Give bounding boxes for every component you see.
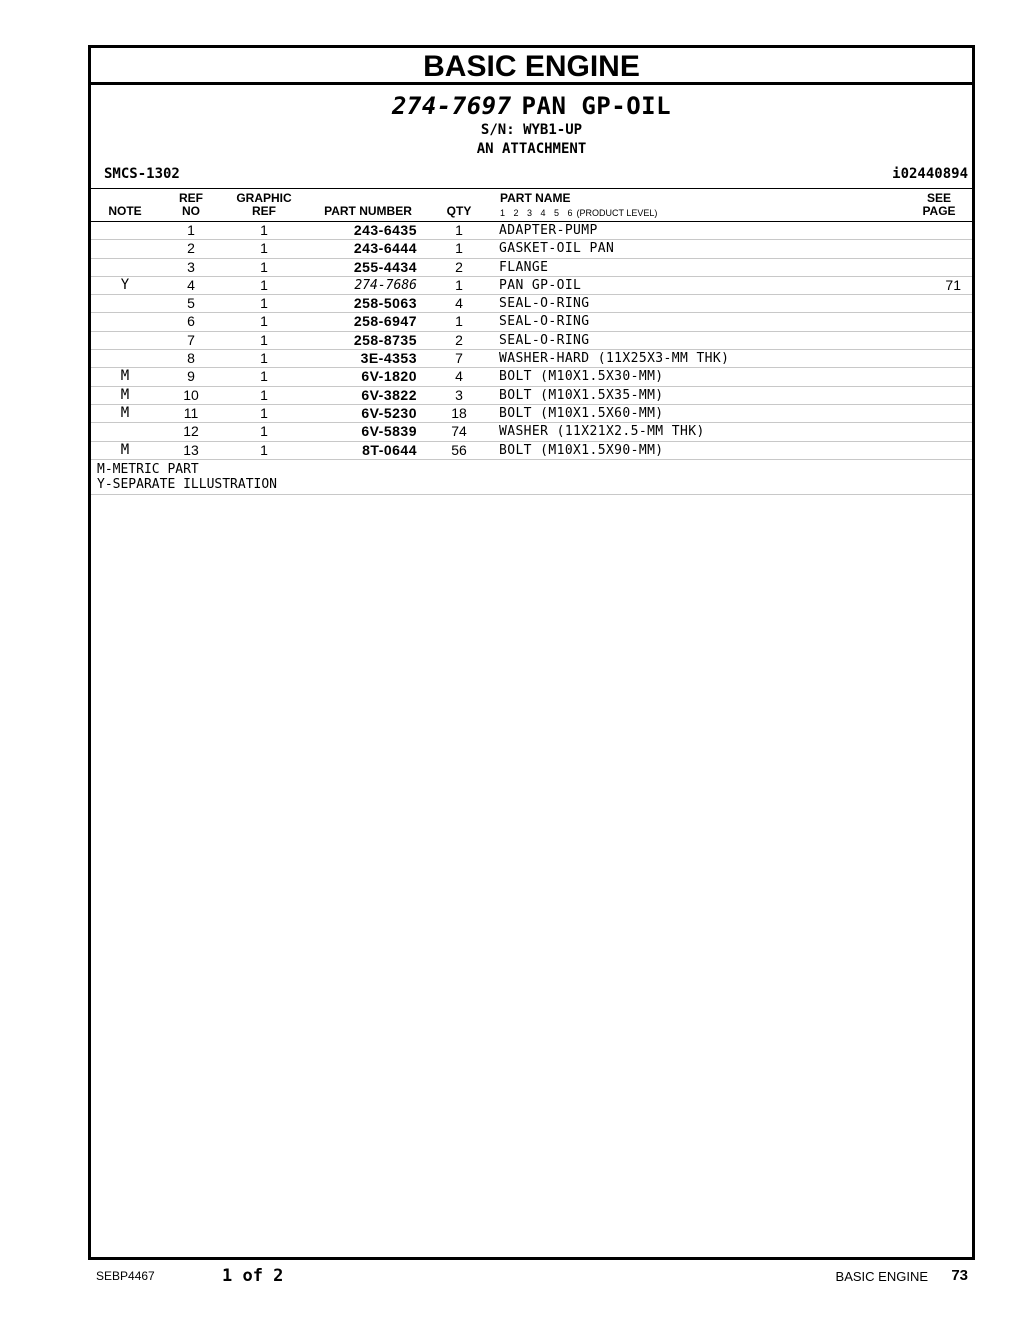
qty-cell: 56 bbox=[451, 441, 467, 458]
part-number-cell: 6V-5230 bbox=[361, 404, 417, 421]
ref-no-cell: 11 bbox=[183, 404, 199, 421]
part-number-cell: 255-4434 bbox=[353, 258, 417, 275]
qty-cell: 1 bbox=[455, 313, 463, 330]
ref-no-cell: 4 bbox=[187, 276, 195, 293]
qty-cell: 74 bbox=[451, 423, 467, 440]
part-number-cell: 243-6444 bbox=[353, 240, 417, 257]
graphic-ref-cell: 1 bbox=[260, 368, 268, 385]
footer-section: BASIC ENGINE bbox=[835, 1269, 928, 1284]
graphic-ref-cell: 1 bbox=[260, 404, 268, 421]
graphic-ref-cell: 1 bbox=[260, 386, 268, 403]
col-ref-top: REF bbox=[179, 191, 203, 205]
part-number-cell: 258-5063 bbox=[353, 295, 417, 312]
table-row bbox=[91, 313, 972, 331]
table-row bbox=[91, 387, 972, 405]
part-number-cell: 6V-1820 bbox=[361, 368, 417, 385]
col-part-number: PART NUMBER bbox=[324, 204, 412, 218]
footer-page-of: 1 of 2 bbox=[222, 1266, 284, 1286]
table-row bbox=[91, 259, 972, 277]
part-number-cell: 6V-5839 bbox=[361, 423, 417, 440]
smcs-row bbox=[91, 164, 972, 189]
col-ref-no bbox=[171, 192, 211, 218]
doc-id: i02440894 bbox=[892, 166, 968, 182]
col-see-top: SEE bbox=[926, 191, 951, 205]
notes-legend bbox=[91, 460, 972, 495]
parts-table-body bbox=[91, 222, 972, 460]
part-name-cell: SEAL-O-RING bbox=[499, 296, 590, 312]
footer-doc-number: SEBP4467 bbox=[96, 1269, 155, 1283]
graphic-ref-cell: 1 bbox=[260, 331, 268, 348]
page-footer bbox=[96, 1266, 968, 1286]
graphic-ref-cell: 1 bbox=[260, 423, 268, 440]
note-cell: M bbox=[120, 404, 130, 421]
part-name-cell: BOLT (M10X1.5X90-MM) bbox=[499, 442, 664, 458]
col-graphic-ref bbox=[231, 192, 297, 218]
see-page-cell: 71 bbox=[945, 276, 961, 293]
qty-cell: 7 bbox=[455, 350, 463, 367]
part-name-cell: BOLT (M10X1.5X60-MM) bbox=[499, 405, 664, 421]
part-number-cell: 258-6947 bbox=[353, 313, 417, 330]
part-number-cell: 243-6435 bbox=[353, 222, 417, 238]
col-ref-bottom: NO bbox=[182, 204, 200, 218]
ref-no-cell: 3 bbox=[187, 258, 195, 275]
table-row bbox=[91, 368, 972, 386]
note-cell: M bbox=[120, 441, 130, 458]
col-part-name: PART NAME bbox=[500, 191, 571, 205]
part-name-cell: GASKET-OIL PAN bbox=[499, 241, 615, 257]
qty-cell: 2 bbox=[455, 331, 463, 348]
ref-no-cell: 9 bbox=[187, 368, 195, 385]
note-metric: M-METRIC PART bbox=[97, 461, 199, 477]
group-name: PAN GP-OIL bbox=[521, 92, 672, 120]
ref-no-cell: 10 bbox=[183, 386, 199, 403]
note-cell: M bbox=[120, 386, 130, 403]
part-name-cell: WASHER-HARD (11X25X3-MM THK) bbox=[499, 351, 730, 367]
table-row bbox=[91, 332, 972, 350]
col-see-bottom: PAGE bbox=[922, 204, 956, 218]
ref-no-cell: 13 bbox=[183, 441, 199, 458]
qty-cell: 1 bbox=[455, 240, 463, 257]
qty-cell: 1 bbox=[455, 276, 463, 293]
smcs-code: SMCS-1302 bbox=[104, 166, 180, 182]
graphic-ref-cell: 1 bbox=[260, 276, 268, 293]
table-row bbox=[91, 222, 972, 240]
qty-cell: 18 bbox=[451, 404, 467, 421]
part-number-cell: 6V-3822 bbox=[361, 386, 417, 403]
part-number-cell: 8T-0644 bbox=[362, 441, 417, 458]
col-graphic-bottom: REF bbox=[252, 204, 276, 218]
section-title: BASIC ENGINE bbox=[91, 48, 972, 85]
group-type: AN ATTACHMENT bbox=[476, 141, 587, 157]
group-number: 274-7697 bbox=[391, 92, 512, 120]
part-name-cell: SEAL-O-RING bbox=[499, 332, 590, 348]
qty-cell: 4 bbox=[455, 368, 463, 385]
ref-no-cell: 5 bbox=[187, 295, 195, 312]
part-number-cell: 274-7686 bbox=[354, 277, 417, 293]
ref-no-cell: 12 bbox=[183, 423, 199, 440]
note-cell: Y bbox=[120, 276, 130, 293]
part-name-cell: BOLT (M10X1.5X30-MM) bbox=[499, 369, 664, 385]
table-row bbox=[91, 240, 972, 258]
col-product-levels bbox=[500, 207, 657, 220]
ref-no-cell: 7 bbox=[187, 331, 195, 348]
col-product-level-label: (PRODUCT LEVEL) bbox=[576, 208, 658, 218]
col-see-page bbox=[917, 192, 961, 218]
graphic-ref-cell: 1 bbox=[260, 222, 268, 238]
table-row bbox=[91, 423, 972, 441]
column-header bbox=[91, 189, 972, 222]
table-row bbox=[91, 350, 972, 368]
group-title bbox=[91, 91, 972, 121]
page-frame bbox=[88, 45, 975, 1260]
qty-cell: 3 bbox=[455, 386, 463, 403]
ref-no-cell: 2 bbox=[187, 240, 195, 257]
col-note: NOTE bbox=[108, 204, 142, 218]
graphic-ref-cell: 1 bbox=[260, 295, 268, 312]
col-qty: QTY bbox=[446, 204, 472, 218]
ref-no-cell: 6 bbox=[187, 313, 195, 330]
table-row bbox=[91, 277, 972, 295]
part-name-cell: WASHER (11X21X2.5-MM THK) bbox=[499, 424, 705, 440]
part-number-cell: 258-8735 bbox=[353, 331, 417, 348]
ref-no-cell: 1 bbox=[187, 222, 195, 238]
graphic-ref-cell: 1 bbox=[260, 258, 268, 275]
table-row bbox=[91, 442, 972, 460]
table-row bbox=[91, 295, 972, 313]
col-graphic-top: GRAPHIC bbox=[236, 191, 292, 205]
graphic-ref-cell: 1 bbox=[260, 313, 268, 330]
note-cell: M bbox=[120, 368, 130, 385]
footer-page-number: 73 bbox=[951, 1267, 968, 1284]
part-name-cell: ADAPTER-PUMP bbox=[499, 223, 598, 238]
qty-cell: 2 bbox=[455, 258, 463, 275]
part-name-cell: SEAL-O-RING bbox=[499, 314, 590, 330]
col-levels-digits: 1 2 3 4 5 6 bbox=[500, 208, 573, 218]
part-name-cell: BOLT (M10X1.5X35-MM) bbox=[499, 387, 664, 403]
qty-cell: 4 bbox=[455, 295, 463, 312]
part-number-cell: 3E-4353 bbox=[360, 350, 417, 367]
ref-no-cell: 8 bbox=[187, 350, 195, 367]
graphic-ref-cell: 1 bbox=[260, 240, 268, 257]
table-row bbox=[91, 405, 972, 423]
part-name-cell: FLANGE bbox=[499, 259, 549, 275]
note-separate-illustration: Y-SEPARATE ILLUSTRATION bbox=[97, 476, 278, 492]
part-name-cell: PAN GP-OIL bbox=[499, 277, 582, 293]
qty-cell: 1 bbox=[455, 222, 463, 238]
graphic-ref-cell: 1 bbox=[260, 441, 268, 458]
graphic-ref-cell: 1 bbox=[260, 350, 268, 367]
serial-number: S/N: WYB1-UP bbox=[480, 122, 583, 138]
